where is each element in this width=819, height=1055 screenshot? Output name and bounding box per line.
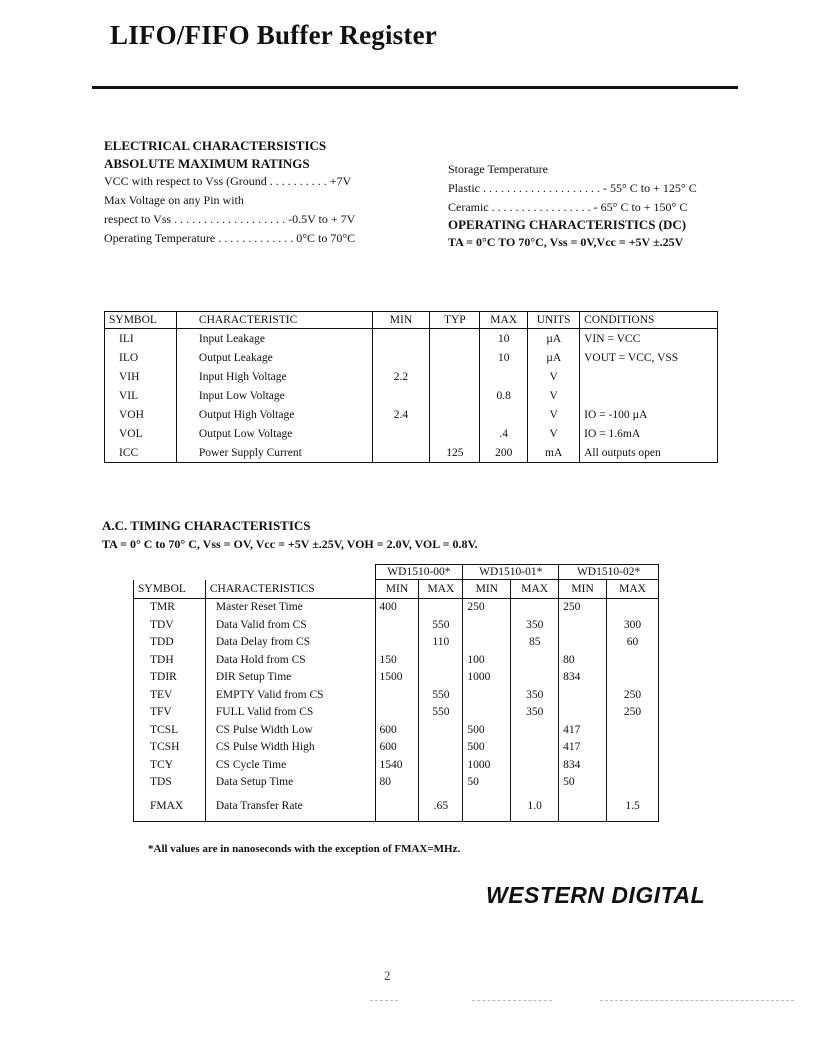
table-cell: Data Hold from CS [205, 651, 375, 669]
storage-line: Plastic . . . . . . . . . . . . . . . . . . . . - 55° C to + 125° C [448, 181, 697, 195]
table-cell [607, 598, 659, 616]
table-row [134, 774, 659, 792]
table-cell [430, 367, 480, 386]
table-cell: .65 [419, 791, 463, 822]
group-header: WD1510-01* [463, 565, 559, 580]
table-cell: 125 [430, 443, 480, 463]
header-cell: MAX [607, 580, 659, 599]
table-cell: IO = 1.6mA [580, 424, 718, 443]
header-cell: MAX [511, 580, 559, 599]
table-cell: Input Leakage [176, 329, 372, 349]
group-header-row [134, 565, 659, 580]
table-cell: 417 [559, 721, 607, 739]
ac-heading: A.C. TIMING CHARACTERISTICS [102, 518, 311, 533]
table-cell: 0.8 [480, 386, 528, 405]
table-cell: 350 [511, 686, 559, 704]
table-cell: ICC [119, 446, 139, 459]
table-cell: 2.2 [372, 367, 430, 386]
table-cell: 834 [559, 669, 607, 687]
table-cell: 100 [463, 651, 511, 669]
table-cell [372, 329, 430, 349]
table-cell: 1000 [463, 756, 511, 774]
table-cell: 150 [375, 651, 419, 669]
table-cell: ILO [119, 351, 139, 364]
table-cell [419, 598, 463, 616]
table-cell: V [528, 424, 580, 443]
table-row [134, 686, 659, 704]
table-cell: TCY [134, 756, 206, 774]
table-cell: 85 [511, 634, 559, 652]
table-cell [480, 405, 528, 424]
table-cell: 1000 [463, 669, 511, 687]
table-cell [463, 634, 511, 652]
table-cell [419, 739, 463, 757]
ac-conditions: TA = 0° C to 70° C, Vss = OV, Vcc = +5V ±.25V, VOH = 2.0V, VOL = 0.8V. [102, 537, 478, 551]
scan-artifact-line [600, 1000, 794, 1001]
operating-heading: OPERATING CHARACTERISTICS (DC) [448, 217, 687, 232]
header-cell: CONDITIONS [580, 312, 718, 329]
table-cell: 600 [375, 721, 419, 739]
table-cell [463, 704, 511, 722]
table-row [134, 598, 659, 616]
table-cell: CS Pulse Width Low [205, 721, 375, 739]
header-cell: MIN [372, 312, 430, 329]
ac-timing-table [133, 564, 659, 822]
table-cell: All outputs open [580, 443, 718, 463]
table-cell: 400 [375, 598, 419, 616]
table-cell: .4 [480, 424, 528, 443]
table-cell: 80 [559, 651, 607, 669]
table-cell: IO = -100 µA [580, 405, 718, 424]
header-cell: CHARACTERISTICS [205, 580, 375, 599]
scan-artifact-line [472, 1000, 552, 1001]
table-cell: Data Setup Time [205, 774, 375, 792]
table-header-row [134, 580, 659, 599]
table-cell [559, 686, 607, 704]
table-cell [372, 348, 430, 367]
table-cell [372, 424, 430, 443]
table-cell [375, 791, 419, 822]
table-cell [463, 686, 511, 704]
table-cell: 250 [607, 686, 659, 704]
table-cell: VIL [119, 389, 139, 402]
table-row [134, 791, 659, 822]
table-cell [607, 774, 659, 792]
header-cell: CHARACTERISTIC [176, 312, 372, 329]
table-row [105, 348, 718, 367]
table-cell [511, 756, 559, 774]
table-cell: Data Delay from CS [205, 634, 375, 652]
table-cell [511, 774, 559, 792]
table-cell: CS Cycle Time [205, 756, 375, 774]
table-cell: V [528, 405, 580, 424]
scan-artifact-line [370, 1000, 398, 1001]
table-cell: 110 [419, 634, 463, 652]
table-cell [372, 386, 430, 405]
table-cell: µA [528, 348, 580, 367]
table-cell: TFV [134, 704, 206, 722]
table-cell: FMAX [134, 791, 206, 822]
header-cell: SYMBOL [134, 580, 206, 599]
table-cell [375, 616, 419, 634]
table-row [105, 443, 718, 463]
table-cell [559, 634, 607, 652]
table-row [105, 386, 718, 405]
table-cell: FULL Valid from CS [205, 704, 375, 722]
table-cell: TEV [134, 686, 206, 704]
table-cell: 50 [463, 774, 511, 792]
table-cell [480, 367, 528, 386]
table-cell [430, 424, 480, 443]
header-cell: MAX [419, 580, 463, 599]
table-cell: 10 [480, 329, 528, 349]
ac-footnote: *All values are in nanoseconds with the exception of FMAX=MHz. [148, 843, 461, 855]
table-cell: Output High Voltage [176, 405, 372, 424]
table-cell [580, 367, 718, 386]
group-header: WD1510-00* [375, 565, 463, 580]
table-cell: 550 [419, 686, 463, 704]
table-cell [511, 651, 559, 669]
table-cell: Power Supply Current [176, 443, 372, 463]
table-cell [607, 739, 659, 757]
table-cell [607, 756, 659, 774]
table-cell: ILI [119, 332, 134, 345]
table-cell: 250 [607, 704, 659, 722]
table-cell: TDD [134, 634, 206, 652]
table-cell: 350 [511, 704, 559, 722]
rating-line: Operating Temperature . . . . . . . . . . . . . 0°C to 70°C [104, 231, 356, 245]
table-cell [430, 405, 480, 424]
table-cell: TDV [134, 616, 206, 634]
electrical-heading: ELECTRICAL CHARACTERSISTICS [104, 138, 327, 153]
table-cell: VOL [119, 427, 143, 440]
table-row [134, 634, 659, 652]
table-cell: VIN = VCC [580, 329, 718, 349]
rating-line: Max Voltage on any Pin with [104, 193, 244, 207]
table-cell [559, 704, 607, 722]
table-cell [430, 348, 480, 367]
table-cell: EMPTY Valid from CS [205, 686, 375, 704]
page-title: LIFO/FIFO Buffer Register [110, 20, 437, 50]
table-cell [607, 669, 659, 687]
table-cell: 500 [463, 739, 511, 757]
table-cell: 417 [559, 739, 607, 757]
header-cell: TYP [430, 312, 480, 329]
header-cell: MIN [375, 580, 419, 599]
table-cell: V [528, 386, 580, 405]
table-cell: TDS [134, 774, 206, 792]
table-cell: TCSL [134, 721, 206, 739]
header-cell: SYMBOL [105, 312, 177, 329]
table-header-row [105, 312, 718, 329]
table-cell [375, 634, 419, 652]
table-cell [375, 704, 419, 722]
rating-line: VCC with respect to Vss (Ground . . . . . . . . . . +7V [104, 174, 352, 188]
table-cell: 10 [480, 348, 528, 367]
header-cell: MIN [463, 580, 511, 599]
table-cell [511, 669, 559, 687]
table-cell [580, 386, 718, 405]
table-cell: TMR [134, 598, 206, 616]
table-cell [463, 791, 511, 822]
table-cell: 1500 [375, 669, 419, 687]
table-cell [559, 791, 607, 822]
table-cell: 550 [419, 704, 463, 722]
table-cell [511, 739, 559, 757]
brand-logo-text: WESTERN DIGITAL [486, 882, 706, 908]
title-rule [92, 86, 738, 89]
table-cell: Input High Voltage [176, 367, 372, 386]
table-cell: Data Valid from CS [205, 616, 375, 634]
table-cell: VIH [119, 370, 140, 383]
table-row [105, 405, 718, 424]
table-cell: VOUT = VCC, VSS [580, 348, 718, 367]
table-row [134, 756, 659, 774]
table-cell: TDIR [134, 669, 206, 687]
table-cell [419, 774, 463, 792]
table-cell: 500 [463, 721, 511, 739]
table-cell [511, 598, 559, 616]
table-cell [511, 721, 559, 739]
table-cell [463, 616, 511, 634]
table-cell [607, 651, 659, 669]
table-cell: 250 [559, 598, 607, 616]
table-cell: 600 [375, 739, 419, 757]
page-number: 2 [384, 968, 391, 983]
table-cell [607, 721, 659, 739]
table-row [105, 367, 718, 386]
table-cell: V [528, 367, 580, 386]
table-cell: 2.4 [372, 405, 430, 424]
table-cell: DIR Setup Time [205, 669, 375, 687]
rating-line: respect to Vss . . . . . . . . . . . . . . . . . . . -0.5V to + 7V [104, 212, 356, 226]
table-cell: 200 [480, 443, 528, 463]
table-cell: TDH [134, 651, 206, 669]
table-row [134, 739, 659, 757]
table-cell [419, 756, 463, 774]
table-row [105, 424, 718, 443]
table-cell: Output Leakage [176, 348, 372, 367]
abs-max-heading: ABSOLUTE MAXIMUM RATINGS [104, 156, 310, 171]
table-cell: Input Low Voltage [176, 386, 372, 405]
table-cell [430, 329, 480, 349]
table-cell: 50 [559, 774, 607, 792]
table-cell [419, 651, 463, 669]
header-cell: MIN [559, 580, 607, 599]
table-cell [372, 443, 430, 463]
table-cell [430, 386, 480, 405]
table-cell: Data Transfer Rate [205, 791, 375, 822]
table-cell: 300 [607, 616, 659, 634]
table-row [105, 329, 718, 349]
electrical-right-block [448, 160, 697, 252]
table-row [134, 704, 659, 722]
table-cell: Master Reset Time [205, 598, 375, 616]
table-cell: 550 [419, 616, 463, 634]
table-cell [559, 616, 607, 634]
table-cell: 834 [559, 756, 607, 774]
electrical-left-block [104, 138, 355, 248]
storage-line: Storage Temperature [448, 162, 548, 176]
table-row [134, 721, 659, 739]
table-row [134, 651, 659, 669]
table-cell [419, 669, 463, 687]
table-cell: 350 [511, 616, 559, 634]
table-cell: VOH [119, 408, 144, 421]
table-cell: µA [528, 329, 580, 349]
operating-conditions: TA = 0°C TO 70°C, Vss = 0V,Vcc = +5V ±.25V [448, 235, 684, 249]
table-cell: mA [528, 443, 580, 463]
table-cell: 60 [607, 634, 659, 652]
table-cell: 1.5 [607, 791, 659, 822]
header-cell: MAX [480, 312, 528, 329]
group-header: WD1510-02* [559, 565, 659, 580]
table-cell: CS Pulse Width High [205, 739, 375, 757]
table-cell: 250 [463, 598, 511, 616]
table-cell: 80 [375, 774, 419, 792]
table-cell: Output Low Voltage [176, 424, 372, 443]
header-cell: UNITS [528, 312, 580, 329]
table-row [134, 616, 659, 634]
table-cell: 1.0 [511, 791, 559, 822]
table-row [134, 669, 659, 687]
table-cell: TCSH [134, 739, 206, 757]
table-cell: 1540 [375, 756, 419, 774]
storage-line: Ceramic . . . . . . . . . . . . . . . . . - 65° C to + 150° C [448, 200, 688, 214]
dc-characteristics-table [104, 311, 718, 463]
table-cell [419, 721, 463, 739]
table-cell [375, 686, 419, 704]
